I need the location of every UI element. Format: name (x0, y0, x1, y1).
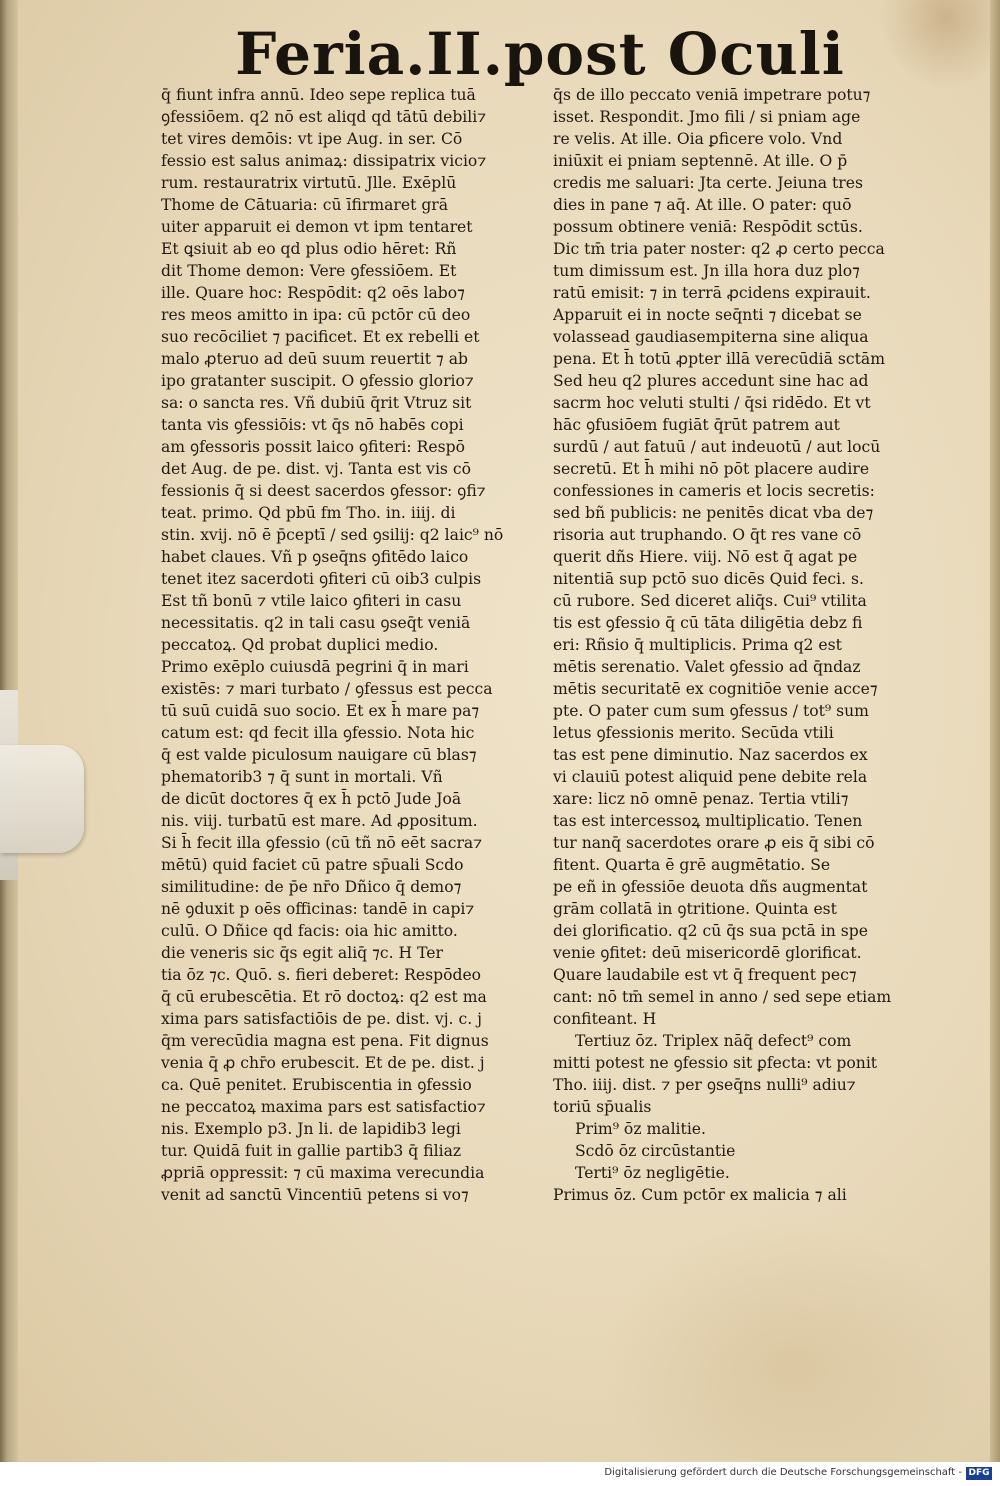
text-line: de dicūt doctores q̄ ex h̄ pctō Jude Joā (161, 790, 462, 808)
text-line: venia q̄ ꝓ chr̄o erubescit. Et de pe. dist. j (161, 1054, 485, 1072)
text-line: mitti potest ne ꝯfessio sit ꝑfecta: vt ponit (553, 1054, 878, 1072)
text-line: possum obtinere veniā: Respōdit sctūs. (553, 218, 863, 236)
text-line: ꝯfessiōem. q2 nō est aliqd qd tātū debili⁊ (161, 108, 487, 126)
text-line: Thome de Cātuaria: cū īfirmaret grā (161, 196, 449, 214)
text-line: stin. xvij. nō ē p̄ceptī / sed ꝯsilij: q2 laic⁹ nō (161, 526, 504, 544)
text-line: mētis securitatē ex cognitiōe venie acce⁊ (553, 680, 878, 698)
page-edge-right (990, 0, 1000, 1462)
text-line: q̄ fiunt infra annū. Ideo sepe replica tuā (161, 86, 476, 104)
text-line: Quare laudabile est vt q̄ frequent pec⁊ (553, 966, 857, 984)
text-line: risoria aut truphando. O q̄t res vane cō (553, 526, 862, 544)
text-line: culū. O Dñice qd facis: oia hic amitto. (161, 922, 458, 940)
text-line: fessionis q̄ si deest sacerdos ꝯfessor: ꝯfi⁊ (161, 482, 486, 500)
text-line: am ꝯfessoris possit laico ꝯfiteri: Respō (161, 438, 465, 456)
text-line: pe eñ in ꝯfessiōe deuota dñs augmentat (553, 878, 868, 896)
text-line: tas est intercessoꝝ multiplicatio. Tenen (553, 812, 863, 830)
left-text-column (161, 84, 549, 1204)
text-line: malo ꝓteruo ad deū suum reuertit ⁊ ab (161, 350, 468, 368)
text-line: phematorib3 ⁊ q̄ sunt in mortali. Vñ (161, 768, 443, 786)
text-line: q̄m verecūdia magna est pena. Fit dignus (161, 1032, 489, 1050)
text-line: vi clauiū potest aliquid pene debite rela (553, 768, 868, 786)
text-line: secretū. Et h̄ mihi nō pōt placere audire (553, 460, 870, 478)
text-line: res meos amitto in ipa: cū pctōr cū deo (161, 306, 471, 324)
text-line: xare: licz nō omnē penaz. Tertia vtili⁊ (553, 790, 849, 808)
text-line: det Aug. de pe. dist. vj. Tanta est vis cō (161, 460, 472, 478)
text-line: ꝓpriā oppressit: ⁊ cū maxima verecundia (161, 1164, 485, 1182)
text-line: ratū emisit: ⁊ in terrā ꝓcidens expirauit. (553, 284, 871, 302)
text-line: habet claues. Vñ p ꝯseq̄ns ꝯfitēdo laico (161, 548, 469, 566)
running-header: Feria.II.post Oculi (235, 20, 845, 88)
text-line: grām collatā in ꝯtritione. Quinta est (553, 900, 837, 918)
right-text-column (553, 84, 939, 1214)
text-line: ipo gratanter suscipit. O ꝯfessio glorio⁊ (161, 372, 474, 390)
text-line: Tho. iiij. dist. ⁊ per ꝯseq̄ns nulli⁹ adiu⁊ (553, 1076, 856, 1094)
funding-credit: Digitalisierung gefördert durch die Deutsche Forschungsgemeinschaft - (604, 1467, 962, 1478)
page-clip (0, 745, 84, 853)
text-line: Dic tm̄ tria pater noster: q2 ꝓ certo pecca (553, 240, 885, 258)
text-line: similitudine: de p̄e nr̄o Dñico q̄ demo⁊ (161, 878, 462, 896)
text-line: mētū) quid faciet cū patre sp̄uali Scdo (161, 856, 464, 874)
text-line: sed bñ publicis: ne penitēs dicat vba de⁊ (553, 504, 874, 522)
text-line: Et ꝗsiuit ab eo qd plus odio hēret: Rñ (161, 240, 457, 258)
text-line: surdū / aut fatuū / aut indeuotū / aut locū (553, 438, 881, 456)
text-line: iniūxit ei pniam septennē. At ille. O p̄ (553, 152, 848, 170)
text-line: fessio est salus animaꝝ: dissipatrix vicio⁊ (161, 152, 487, 170)
text-line: Si h̄ fecit illa ꝯfessio (cū tñ nō eēt sacra⁊ (161, 834, 483, 852)
text-line: re velis. At ille. Oia ꝑficere volo. Vnd (553, 130, 843, 148)
text-line: Terti⁹ ōz negligētie. (575, 1164, 730, 1182)
text-line: tet vires demōis: vt ipe Aug. in ser. Cō (161, 130, 463, 148)
text-line: fitent. Quarta ē grē augmētatio. Se (553, 856, 831, 874)
text-line: ille. Quare hoc: Respōdit: q2 oēs labo⁊ (161, 284, 465, 302)
text-line: Prim⁹ ōz malitie. (575, 1120, 706, 1138)
text-line: Primo exēplo cuiusdā pegrini q̄ in mari (161, 658, 469, 676)
text-line: confessiones in cameris et locis secretis: (553, 482, 875, 500)
text-line: nis. Exemplo p3. Jn li. de lapidib3 legi (161, 1120, 461, 1138)
text-line: die veneris sic q̄s egit aliq̄ ⁊c. H Ter (161, 944, 443, 962)
text-line: venie ꝯfitet: deū misericordē glorificat. (553, 944, 862, 962)
text-line: q̄ est valde piculosum nauigare cū blas⁊ (161, 746, 477, 764)
text-line: tanta vis ꝯfessiōis: vt q̄s nō habēs copi (161, 416, 464, 434)
text-line: pena. Et h̄ totū ꝓpter illā verecūdiā sctām (553, 350, 885, 368)
text-line: Est tñ bonū ⁊ vtile laico ꝯfiteri in casu (161, 592, 462, 610)
text-line: q̄s de illo peccato veniā impetrare potu⁊ (553, 86, 871, 104)
text-line: volassead gaudiasempiterna sine aliqua (553, 328, 869, 346)
text-line: pte. O pater cum sum ꝯfessus / tot⁹ sum (553, 702, 869, 720)
text-line: confiteant. H (553, 1010, 657, 1028)
text-line: xima pars satisfactiōis de pe. dist. vj. c. j (161, 1010, 482, 1028)
text-line: Sed heu q2 plures accedunt sine hac ad (553, 372, 869, 390)
text-line: suo recōciliet ⁊ pacificet. Et ex rebelli et (161, 328, 480, 346)
text-line: nis. viij. turbatū est mare. Ad ꝓpositum. (161, 812, 478, 830)
text-line: nitentiā sup pctō suo dicēs Quid feci. s. (553, 570, 865, 588)
text-line: nē ꝯduxit p oēs officinas: tandē in capi⁊ (161, 900, 475, 918)
text-line: existēs: ⁊ mari turbato / ꝯfessus est pecca (161, 680, 493, 698)
text-line: peccatoꝝ. Qd probat duplici medio. (161, 636, 439, 654)
footer-bar (0, 1462, 1000, 1486)
text-line: isset. Respondit. Jmo fili / si pniam age (553, 108, 861, 126)
text-line: cant: nō tm̄ semel in anno / sed sepe etiam (553, 988, 892, 1006)
text-line: tū suū cuidā suo socio. Et ex h̄ mare pa⁊ (161, 702, 480, 720)
text-line: mētis serenatio. Valet ꝯfessio ad q̄ndaz (553, 658, 861, 676)
text-line: dei glorificatio. q2 cū q̄s sua pctā in spe (553, 922, 868, 940)
text-line: q̄ cū erubescētia. Et rō doctoꝝ: q2 est ma (161, 988, 487, 1006)
text-line: tia ōz ⁊c. Quō. s. fieri deberet: Respōdeo (161, 966, 482, 984)
text-line: ne peccatoꝝ maxima pars est satisfactio⁊ (161, 1098, 486, 1116)
text-line: letus ꝯfessionis merito. Secūda vtili (553, 724, 834, 742)
text-line: tenet itez sacerdoti ꝯfiteri cū oib3 culpis (161, 570, 482, 588)
text-line: sa: o sancta res. Vñ dubiū q̄rit Vtruz sit (161, 394, 472, 412)
text-line: Scdō ōz circūstantie (575, 1142, 736, 1160)
text-line: tur. Quidā fuit in gallie partib3 q̄ filiaz (161, 1142, 462, 1160)
text-line: Tertiuz ōz. Triplex nāq̄ defect⁹ com (575, 1032, 852, 1050)
text-line: cū rubore. Sed diceret aliq̄s. Cui⁹ vtilita (553, 592, 867, 610)
text-line: tis est ꝯfessio q̄ cū tāta diligētia debz fi (553, 614, 863, 632)
water-stain (600, 1220, 980, 1460)
text-line: tas est pene diminutio. Naz sacerdos ex (553, 746, 868, 764)
text-line: dies in pane ⁊ aq̄. At ille. O pater: quō (553, 196, 852, 214)
text-line: teat. primo. Qd pbū fm Tho. in. iiij. di (161, 504, 456, 522)
text-line: sacrm hoc veluti stulti / q̄si ridēdo. Et vt (553, 394, 871, 412)
text-line: uiter apparuit ei demon vt ipm tentaret (161, 218, 473, 236)
dfg-logo: DFG (966, 1467, 992, 1480)
text-line: venit ad sanctū Vincentiū petens si vo⁊ (161, 1186, 469, 1204)
text-line: Primus ōz. Cum pctōr ex malicia ⁊ ali (553, 1186, 847, 1204)
text-line: eri: Rñsio q̄ multiplicis. Prima q2 est (553, 636, 842, 654)
text-line: dit Thome demon: Vere ꝯfessiōem. Et (161, 262, 457, 280)
text-line: ca. Quē penitet. Erubiscentia in ꝯfessio (161, 1076, 472, 1094)
text-line: tur nanq̄ sacerdotes orare ꝓ eis q̄ sibi cō (553, 834, 875, 852)
text-line: tum dimissum est. Jn illa hora duz plo⁊ (553, 262, 860, 280)
text-line: catum est: qd fecit illa ꝯfessio. Nota hic (161, 724, 475, 742)
text-line: toriū sp̄ualis (553, 1098, 652, 1116)
text-line: credis me saluari: Jta certe. Jeiuna tres (553, 174, 863, 192)
text-line: Apparuit ei in nocte seq̄nti ⁊ dicebat se (553, 306, 862, 324)
text-line: querit dñs Hiere. viij. Nō est q̄ agat pe (553, 548, 858, 566)
text-line: necessitatis. q2 in tali casu ꝯseq̄t veniā (161, 614, 471, 632)
text-line: hāc ꝯfusiōem fugiāt q̄rūt patrem aut (553, 416, 840, 434)
text-line: rum. restauratrix virtutū. Jlle. Exēplū (161, 174, 457, 192)
